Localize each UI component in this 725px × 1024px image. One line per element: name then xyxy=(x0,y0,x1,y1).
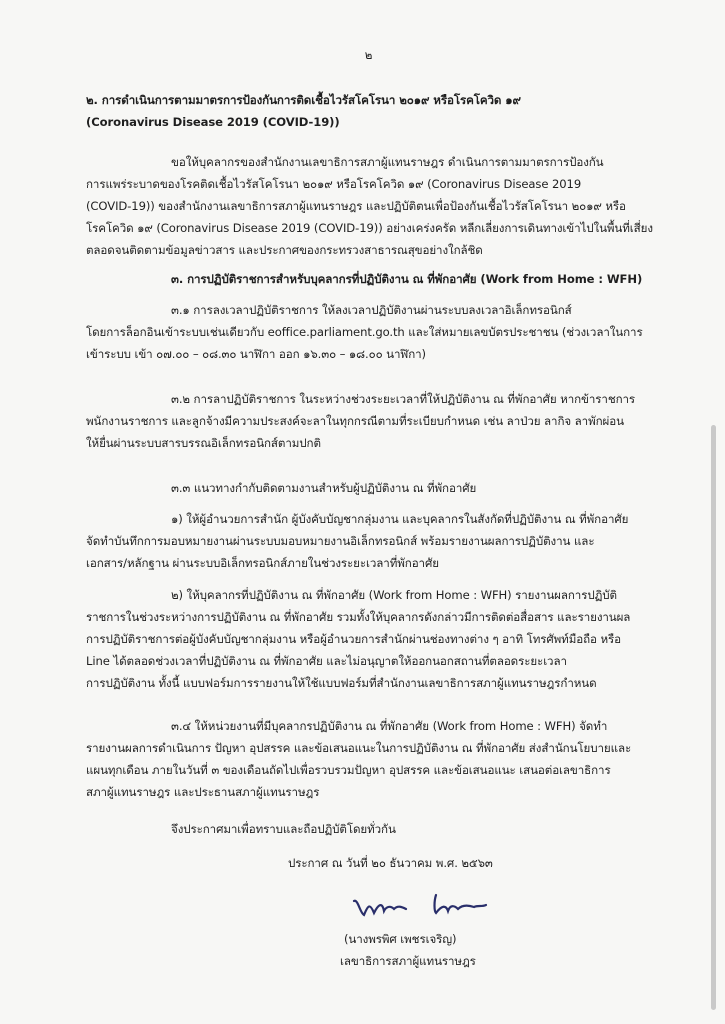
section2-para-line: ขอให้บุคลากรของสำนักงานเลขาธิการสภาผู้แทนราษฎร ดำเนินการตามมาตรการป้องกัน xyxy=(171,155,604,169)
section2-para-line: การแพร่ระบาดของโรคติดเชื้อไวรัสโคโรนา ๒๐๑๙ หรือโรคโควิด ๑๙ (Coronavirus Disease 2019 xyxy=(86,177,582,191)
p33-2-line: Line ได้ตลอดช่วงเวลาที่ปฏิบัติงาน ณ ที่พักอาศัย และไม่อนุญาตให้ออกนอกสถานที่ตลอดระยะเวลา xyxy=(86,654,567,668)
section2-para-line: (COVID-19)) ของสำนักงานเลขาธิการสภาผู้แทนราษฎร และปฏิบัติตนเพื่อป้องกันเชื้อไวรัสโคโรนา ๒๐๑๙ หรือ xyxy=(86,199,626,213)
scrollbar[interactable] xyxy=(711,425,716,1010)
p32-line: พนักงานราชการ และลูกจ้างมีความประสงค์จะลาในทุกกรณีตามที่ระเบียบกำหนด เช่น ลาป่วย ลากิจ ลาพักผ่อน xyxy=(86,414,624,428)
p31-line: โดยการล็อกอินเข้าระบบเช่นเดียวกับ eoffice.parliament.go.th และใส่หมายเลขบัตรประชาชน (ช่วงเวลาในการ xyxy=(86,325,643,339)
section2-para-line: โรคโควิด ๑๙ (Coronavirus Disease 2019 (COVID-19)) อย่างเคร่งครัด หลีกเลี่ยงการเดินทางเข้าไปในพื้นที่เสี่ยง xyxy=(86,221,653,235)
section2-heading-line2: (Coronavirus Disease 2019 (COVID-19)) xyxy=(86,115,340,129)
p33-heading: ๓.๓ แนวทางกำกับติดตามงานสำหรับผู้ปฏิบัติงาน ณ ที่พักอาศัย xyxy=(171,481,477,495)
p33-1-line: ๑) ให้ผู้อำนวยการสำนัก ผู้บังคับบัญชากลุ่มงาน และบุคลากรในสังกัดที่ปฏิบัติงาน ณ ที่พักอาศัย xyxy=(171,512,629,526)
p34-line: รายงานผลการดำเนินการ ปัญหา อุปสรรค และข้อเสนอแนะในการปฏิบัติงาน ณ ที่พักอาศัย ส่งสำนักนโยบายและ xyxy=(86,741,632,755)
section2-para-line: ตลอดจนติดตามข้อมูลข่าวสาร และประกาศของกระทรวงสาธารณสุขอย่างใกล้ชิด xyxy=(86,243,483,257)
p33-2-line: ราชการในช่วงระหว่างการปฏิบัติงาน ณ ที่พักอาศัย รวมทั้งให้บุคลากรดังกล่าวมีการติดต่อสื่อสาร และรายงานผล xyxy=(86,610,631,624)
p33-2-line: การปฏิบัติราชการต่อผู้บังคับบัญชากลุ่มงาน หรือผู้อำนวยการสำนักผ่านช่องทางต่าง ๆ อาทิ โทรศัพท์มือถือ หรือ xyxy=(86,632,622,646)
p32-line: ให้ยื่นผ่านระบบสารบรรณอิเล็กทรอนิกส์ตามปกติ xyxy=(86,436,321,450)
p33-2-line: ๒) ให้บุคลากรที่ปฏิบัติงาน ณ ที่พักอาศัย (Work from Home : WFH) รายงานผลการปฏิบัติ xyxy=(171,588,617,602)
section3-heading: ๓. การปฏิบัติราชการสำหรับบุคลากรที่ปฏิบัติงาน ณ ที่พักอาศัย (Work from Home : WFH) xyxy=(171,272,643,286)
p34-line: ๓.๔ ให้หน่วยงานที่มีบุคลากรปฏิบัติงาน ณ ที่พักอาศัย (Work from Home : WFH) จัดทำ xyxy=(171,719,608,733)
signature-icon xyxy=(350,893,520,921)
announce-date: ประกาศ ณ วันที่ ๒๐ ธันวาคม พ.ศ. ๒๕๖๓ xyxy=(288,856,493,870)
p34-line: แผนทุกเดือน ภายในวันที่ ๓ ของเดือนถัดไปเพื่อรวบรวมปัญหา อุปสรรค และข้อเสนอแนะ เสนอต่อเลขาธิการ xyxy=(86,763,611,777)
p34-line: สภาผู้แทนราษฎร และประธานสภาผู้แทนราษฎร xyxy=(86,785,320,799)
p33-1-line: เอกสาร/หลักฐาน ผ่านระบบอิเล็กทรอนิกส์ภายในช่วงระยะเวลาที่พักอาศัย xyxy=(86,556,439,570)
p33-1-line: จัดทำบันทึกการมอบหมายงานผ่านระบบมอบหมายงานอิเล็กทรอนิกส์ พร้อมรายงานผลการปฏิบัติงาน และ xyxy=(86,534,595,548)
signer-title: เลขาธิการสภาผู้แทนราษฎร xyxy=(340,954,476,968)
signer-name: (นางพรพิศ เพชรเจริญ) xyxy=(344,932,457,946)
section2-heading-line1: ๒. การดำเนินการตามมาตรการป้องกันการติดเชื้อไวรัสโคโรนา ๒๐๑๙ หรือโรคโควิด ๑๙ xyxy=(86,93,521,107)
p31-line: ๓.๑ การลงเวลาปฏิบัติราชการ ให้ลงเวลาปฏิบัติงานผ่านระบบลงเวลาอิเล็กทรอนิกส์ xyxy=(171,303,572,317)
p33-2-line: การปฏิบัติงาน ทั้งนี้ แบบฟอร์มการรายงานให้ใช้แบบฟอร์มที่สำนักงานเลขาธิการสภาผู้แทนราษฎรกำหนด xyxy=(86,676,597,690)
p31-line: เข้าระบบ เข้า ๐๗.๐๐ – ๐๘.๓๐ นาฬิกา ออก ๑๖.๓๐ – ๑๘.๐๐ นาฬิกา) xyxy=(86,347,426,361)
page-number: ๒ xyxy=(364,48,373,62)
p32-line: ๓.๒ การลาปฏิบัติราชการ ในระหว่างช่วงระยะเวลาที่ให้ปฏิบัติงาน ณ ที่พักอาศัย หากข้าราชการ xyxy=(171,392,636,406)
closing-line: จึงประกาศมาเพื่อทราบและถือปฏิบัติโดยทั่วกัน xyxy=(171,822,396,836)
